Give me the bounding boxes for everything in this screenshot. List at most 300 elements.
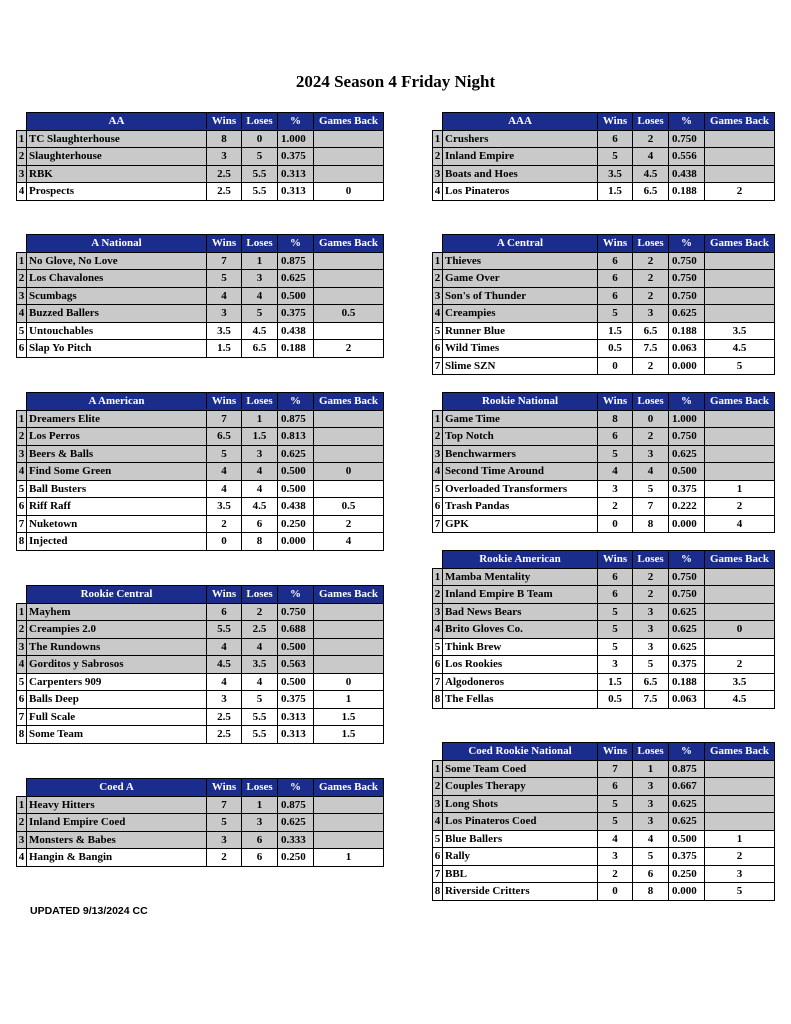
table-row	[433, 568, 775, 586]
pct-header: %	[669, 743, 705, 761]
wins-cell: 2	[207, 515, 242, 533]
games-back-cell: 4.5	[705, 340, 775, 358]
games-back-cell: 4	[705, 515, 775, 533]
wins-cell: 7	[207, 410, 242, 428]
rank-cell: 4	[433, 305, 443, 323]
games-back-cell	[705, 463, 775, 481]
team-name: Long Shots	[443, 795, 598, 813]
loses-cell: 6	[633, 865, 669, 883]
team-name: Gorditos y Sabrosos	[27, 656, 207, 674]
pct-cell: 0.438	[278, 322, 314, 340]
table-row	[433, 865, 775, 883]
wins-header: Wins	[598, 235, 633, 253]
loses-header: Loses	[633, 113, 669, 131]
games-back-cell: 0	[705, 621, 775, 639]
table-row	[17, 498, 384, 516]
table-row	[17, 726, 384, 744]
table-row	[433, 165, 775, 183]
loses-cell: 5	[633, 848, 669, 866]
loses-cell: 2	[633, 357, 669, 375]
wins-cell: 6.5	[207, 428, 242, 446]
header-row	[433, 551, 775, 569]
rank-header	[433, 743, 443, 761]
loses-cell: 1.5	[242, 428, 278, 446]
wins-cell: 3	[598, 848, 633, 866]
rank-cell: 4	[17, 305, 27, 323]
standings-table-coed-rookie-national	[432, 742, 775, 901]
rank-cell: 3	[433, 165, 443, 183]
table-row	[433, 287, 775, 305]
rank-cell: 7	[17, 515, 27, 533]
wins-cell: 5	[598, 445, 633, 463]
games-back-header: Games Back	[705, 113, 775, 131]
loses-cell: 4	[242, 463, 278, 481]
games-back-cell	[314, 322, 384, 340]
table-row	[17, 428, 384, 446]
games-back-cell	[314, 287, 384, 305]
games-back-cell: 1	[705, 830, 775, 848]
wins-cell: 4	[598, 830, 633, 848]
team-name: Some Team	[27, 726, 207, 744]
rank-cell: 2	[433, 586, 443, 604]
games-back-cell	[705, 638, 775, 656]
wins-header: Wins	[207, 235, 242, 253]
rank-cell: 1	[17, 410, 27, 428]
team-name: Algodoneros	[443, 673, 598, 691]
wins-cell: 2	[598, 498, 633, 516]
pct-cell: 0.875	[669, 760, 705, 778]
games-back-header: Games Back	[314, 586, 384, 604]
team-name: Slime SZN	[443, 357, 598, 375]
loses-cell: 3	[633, 603, 669, 621]
loses-cell: 8	[633, 883, 669, 901]
team-name: TC Slaughterhouse	[27, 130, 207, 148]
games-back-cell	[314, 814, 384, 832]
pct-header: %	[278, 113, 314, 131]
wins-cell: 5	[598, 305, 633, 323]
rank-cell: 3	[433, 287, 443, 305]
rank-header	[17, 235, 27, 253]
wins-cell: 6	[598, 270, 633, 288]
rank-cell: 6	[17, 691, 27, 709]
rank-cell: 1	[17, 603, 27, 621]
rank-cell: 4	[433, 813, 443, 831]
games-back-cell: 4	[314, 533, 384, 551]
pct-header: %	[278, 235, 314, 253]
table-row	[17, 287, 384, 305]
rank-cell: 3	[17, 287, 27, 305]
wins-cell: 4	[207, 673, 242, 691]
pct-cell: 0.313	[278, 726, 314, 744]
games-back-header: Games Back	[705, 551, 775, 569]
pct-header: %	[669, 393, 705, 411]
team-name: Boats and Hoes	[443, 165, 598, 183]
loses-header: Loses	[633, 235, 669, 253]
games-back-cell: 3.5	[705, 322, 775, 340]
table-row	[433, 270, 775, 288]
rank-cell: 4	[433, 621, 443, 639]
games-back-cell: 4.5	[705, 691, 775, 709]
loses-cell: 2.5	[242, 621, 278, 639]
games-back-cell: 2	[705, 656, 775, 674]
division-name: AAA	[443, 113, 598, 131]
wins-cell: 5	[207, 814, 242, 832]
team-name: Trash Pandas	[443, 498, 598, 516]
team-name: Second Time Around	[443, 463, 598, 481]
games-back-cell	[314, 130, 384, 148]
team-name: Son's of Thunder	[443, 287, 598, 305]
loses-cell: 1	[242, 410, 278, 428]
pct-cell: 0.313	[278, 708, 314, 726]
games-back-cell	[705, 305, 775, 323]
team-name: The Fellas	[443, 691, 598, 709]
team-name: Untouchables	[27, 322, 207, 340]
loses-cell: 5	[633, 656, 669, 674]
games-back-cell: 3.5	[705, 673, 775, 691]
loses-cell: 5.5	[242, 183, 278, 201]
table-row	[17, 621, 384, 639]
wins-cell: 5	[598, 638, 633, 656]
games-back-cell	[314, 252, 384, 270]
pct-cell: 0.813	[278, 428, 314, 446]
wins-cell: 6	[598, 428, 633, 446]
games-back-cell: 2	[705, 848, 775, 866]
wins-cell: 3	[207, 831, 242, 849]
table-row	[17, 691, 384, 709]
table-row	[17, 148, 384, 166]
loses-cell: 3	[633, 778, 669, 796]
rank-cell: 4	[17, 463, 27, 481]
team-name: Think Brew	[443, 638, 598, 656]
table-row	[433, 848, 775, 866]
team-name: Wild Times	[443, 340, 598, 358]
wins-cell: 6	[598, 568, 633, 586]
pct-cell: 0.750	[278, 603, 314, 621]
pct-cell: 0.188	[669, 183, 705, 201]
loses-cell: 2	[242, 603, 278, 621]
loses-cell: 1	[242, 252, 278, 270]
games-back-cell	[705, 568, 775, 586]
rank-cell: 5	[433, 480, 443, 498]
table-row	[433, 410, 775, 428]
table-row	[433, 305, 775, 323]
rank-cell: 8	[17, 533, 27, 551]
loses-cell: 5.5	[242, 726, 278, 744]
table-row	[17, 515, 384, 533]
loses-cell: 3	[633, 305, 669, 323]
games-back-cell: 2	[314, 515, 384, 533]
header-row	[433, 235, 775, 253]
team-name: Slap Yo Pitch	[27, 340, 207, 358]
pct-cell: 1.000	[278, 130, 314, 148]
standings-table-rookie-american	[432, 550, 775, 709]
pct-header: %	[669, 551, 705, 569]
table-row	[17, 445, 384, 463]
rank-cell: 1	[433, 568, 443, 586]
table-row	[433, 498, 775, 516]
loses-cell: 7.5	[633, 340, 669, 358]
games-back-header: Games Back	[705, 393, 775, 411]
table-row	[17, 183, 384, 201]
pct-cell: 0.667	[669, 778, 705, 796]
pct-cell: 0.750	[669, 586, 705, 604]
pct-header: %	[278, 586, 314, 604]
pct-cell: 0.063	[669, 691, 705, 709]
games-back-cell	[705, 760, 775, 778]
loses-cell: 3	[633, 813, 669, 831]
loses-header: Loses	[633, 393, 669, 411]
games-back-cell: 0	[314, 463, 384, 481]
loses-cell: 4.5	[242, 498, 278, 516]
loses-cell: 5	[633, 480, 669, 498]
rank-cell: 3	[433, 445, 443, 463]
table-row	[433, 778, 775, 796]
table-row	[433, 621, 775, 639]
team-name: BBL	[443, 865, 598, 883]
games-back-header: Games Back	[314, 113, 384, 131]
games-back-cell: 1	[314, 849, 384, 867]
team-name: Hangin & Bangin	[27, 849, 207, 867]
table-row	[433, 480, 775, 498]
rank-cell: 4	[17, 183, 27, 201]
division-name: Rookie National	[443, 393, 598, 411]
standings-table-a-central	[432, 234, 775, 375]
table-row	[17, 638, 384, 656]
table-row	[433, 340, 775, 358]
team-name: Mayhem	[27, 603, 207, 621]
pct-cell: 0.375	[278, 148, 314, 166]
team-name: Thieves	[443, 252, 598, 270]
pct-cell: 0.500	[669, 830, 705, 848]
pct-cell: 0.000	[669, 515, 705, 533]
wins-cell: 5	[598, 148, 633, 166]
pct-cell: 0.750	[669, 287, 705, 305]
wins-cell: 5.5	[207, 621, 242, 639]
team-name: Inland Empire B Team	[443, 586, 598, 604]
games-back-cell	[314, 165, 384, 183]
pct-cell: 0.250	[278, 515, 314, 533]
pct-header: %	[669, 235, 705, 253]
rank-cell: 7	[433, 357, 443, 375]
games-back-header: Games Back	[314, 393, 384, 411]
pct-header: %	[278, 393, 314, 411]
games-back-cell	[705, 445, 775, 463]
pct-cell: 0.500	[278, 638, 314, 656]
rank-cell: 5	[17, 673, 27, 691]
wins-header: Wins	[207, 779, 242, 797]
table-row	[17, 340, 384, 358]
loses-cell: 2	[633, 270, 669, 288]
wins-cell: 3.5	[207, 322, 242, 340]
team-name: Los Rookies	[443, 656, 598, 674]
games-back-cell	[705, 270, 775, 288]
rank-cell: 4	[433, 183, 443, 201]
games-back-cell: 0	[314, 183, 384, 201]
table-row	[433, 638, 775, 656]
team-name: Blue Ballers	[443, 830, 598, 848]
pct-cell: 0.000	[669, 357, 705, 375]
wins-cell: 2.5	[207, 183, 242, 201]
table-row	[17, 305, 384, 323]
pct-cell: 0.625	[278, 814, 314, 832]
standings-table-aa	[16, 112, 384, 201]
loses-header: Loses	[242, 113, 278, 131]
games-back-cell: 3	[705, 865, 775, 883]
games-back-header: Games Back	[705, 235, 775, 253]
rank-cell: 6	[433, 498, 443, 516]
table-row	[433, 322, 775, 340]
pct-cell: 0.750	[669, 428, 705, 446]
rank-cell: 6	[17, 498, 27, 516]
wins-cell: 5	[598, 795, 633, 813]
team-name: The Rundowns	[27, 638, 207, 656]
team-name: Couples Therapy	[443, 778, 598, 796]
table-row	[17, 814, 384, 832]
games-back-cell: 0.5	[314, 305, 384, 323]
loses-cell: 2	[633, 568, 669, 586]
table-row	[17, 708, 384, 726]
header-row	[433, 393, 775, 411]
rank-cell: 7	[433, 515, 443, 533]
loses-cell: 6.5	[242, 340, 278, 358]
pct-cell: 0.313	[278, 183, 314, 201]
team-name: Inland Empire Coed	[27, 814, 207, 832]
team-name: Beers & Balls	[27, 445, 207, 463]
table-row	[433, 515, 775, 533]
loses-cell: 5	[242, 691, 278, 709]
division-name: AA	[27, 113, 207, 131]
wins-cell: 3.5	[207, 498, 242, 516]
games-back-cell	[705, 428, 775, 446]
games-back-cell: 2	[314, 340, 384, 358]
loses-cell: 2	[633, 428, 669, 446]
wins-cell: 0	[207, 533, 242, 551]
rank-cell: 3	[433, 795, 443, 813]
team-name: Inland Empire	[443, 148, 598, 166]
loses-cell: 4	[633, 830, 669, 848]
pct-cell: 0.375	[669, 480, 705, 498]
rank-cell: 1	[433, 760, 443, 778]
rank-cell: 6	[17, 340, 27, 358]
loses-cell: 5	[242, 148, 278, 166]
loses-cell: 5.5	[242, 165, 278, 183]
rank-cell: 8	[433, 883, 443, 901]
games-back-cell: 1	[705, 480, 775, 498]
wins-cell: 5	[598, 813, 633, 831]
loses-cell: 4.5	[633, 165, 669, 183]
games-back-cell	[705, 252, 775, 270]
pct-cell: 0.625	[278, 270, 314, 288]
wins-cell: 3.5	[598, 165, 633, 183]
table-row	[433, 883, 775, 901]
loses-cell: 4	[633, 463, 669, 481]
wins-cell: 0.5	[598, 340, 633, 358]
loses-header: Loses	[242, 235, 278, 253]
rank-cell: 5	[433, 322, 443, 340]
games-back-cell	[314, 445, 384, 463]
table-row	[433, 586, 775, 604]
table-row	[433, 795, 775, 813]
loses-cell: 5.5	[242, 708, 278, 726]
division-name: A American	[27, 393, 207, 411]
team-name: Creampies 2.0	[27, 621, 207, 639]
rank-cell: 2	[17, 148, 27, 166]
loses-cell: 6.5	[633, 673, 669, 691]
team-name: RBK	[27, 165, 207, 183]
pct-cell: 0.625	[669, 638, 705, 656]
team-name: Prospects	[27, 183, 207, 201]
games-back-header: Games Back	[314, 779, 384, 797]
loses-cell: 4	[633, 148, 669, 166]
rank-cell: 2	[433, 428, 443, 446]
rank-header	[17, 393, 27, 411]
wins-header: Wins	[207, 586, 242, 604]
standings-table-a-national	[16, 234, 384, 358]
team-name: Ball Busters	[27, 480, 207, 498]
rank-cell: 7	[433, 673, 443, 691]
team-name: Rally	[443, 848, 598, 866]
loses-cell: 8	[633, 515, 669, 533]
header-row	[433, 743, 775, 761]
games-back-cell	[705, 148, 775, 166]
rank-cell: 8	[433, 691, 443, 709]
games-back-cell	[314, 270, 384, 288]
wins-cell: 2.5	[207, 165, 242, 183]
pct-cell: 0.500	[278, 480, 314, 498]
loses-cell: 1	[633, 760, 669, 778]
wins-cell: 3	[207, 148, 242, 166]
games-back-cell	[314, 656, 384, 674]
games-back-cell	[705, 778, 775, 796]
rank-cell: 3	[17, 831, 27, 849]
wins-cell: 2.5	[207, 708, 242, 726]
team-name: Riverside Critters	[443, 883, 598, 901]
wins-cell: 6	[207, 603, 242, 621]
rank-cell: 4	[433, 463, 443, 481]
rank-cell: 5	[433, 638, 443, 656]
division-name: Coed A	[27, 779, 207, 797]
team-name: Buzzed Ballers	[27, 305, 207, 323]
wins-cell: 5	[207, 445, 242, 463]
loses-cell: 3	[242, 270, 278, 288]
team-name: Creampies	[443, 305, 598, 323]
games-back-cell	[705, 813, 775, 831]
wins-cell: 8	[598, 410, 633, 428]
loses-cell: 7.5	[633, 691, 669, 709]
loses-header: Loses	[633, 743, 669, 761]
wins-cell: 5	[207, 270, 242, 288]
table-row	[433, 603, 775, 621]
standings-table-aaa	[432, 112, 775, 201]
pct-cell: 0.375	[278, 691, 314, 709]
games-back-cell	[705, 795, 775, 813]
wins-cell: 2.5	[207, 726, 242, 744]
header-row	[17, 235, 384, 253]
rank-cell: 4	[17, 656, 27, 674]
games-back-cell	[705, 165, 775, 183]
games-back-header: Games Back	[705, 743, 775, 761]
wins-cell: 3	[207, 691, 242, 709]
games-back-cell	[314, 621, 384, 639]
team-name: Bad News Bears	[443, 603, 598, 621]
pct-cell: 0.500	[278, 463, 314, 481]
loses-cell: 6	[242, 515, 278, 533]
team-name: Scumbags	[27, 287, 207, 305]
games-back-cell: 2	[705, 183, 775, 201]
rank-cell: 5	[17, 480, 27, 498]
table-row	[433, 357, 775, 375]
header-row	[17, 113, 384, 131]
